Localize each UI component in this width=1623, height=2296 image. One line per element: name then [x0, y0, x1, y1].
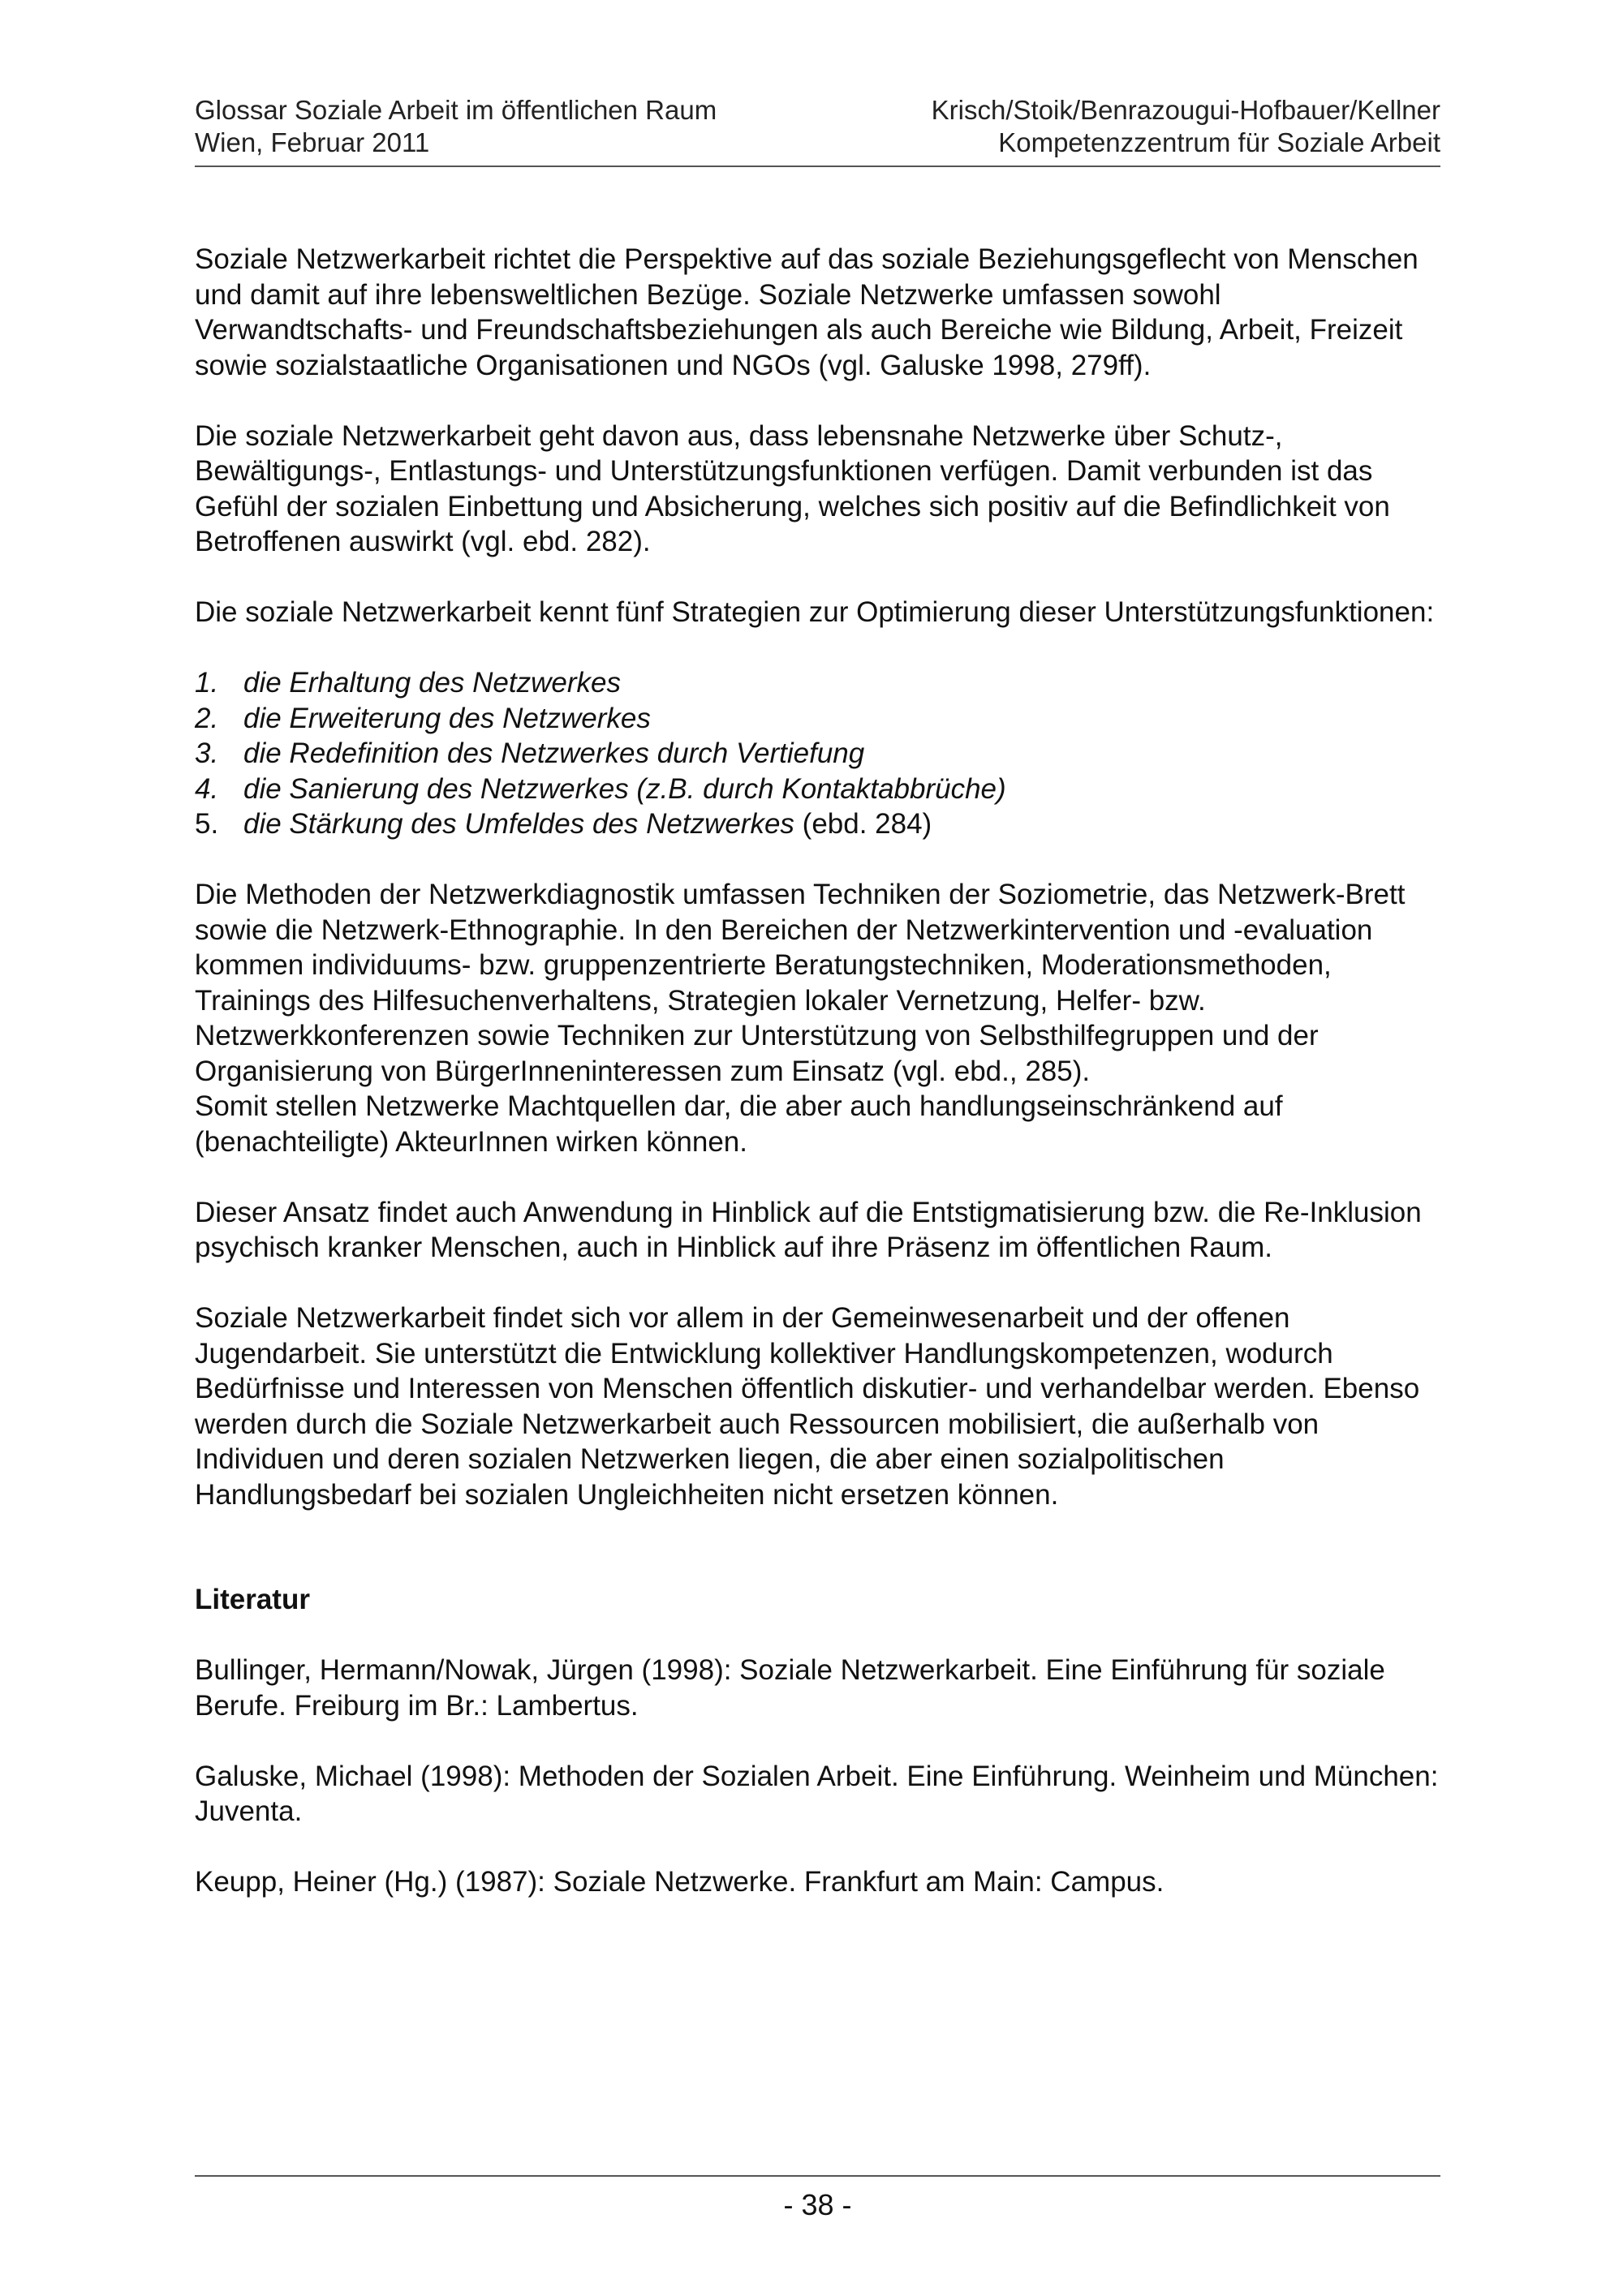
list-item-number: 5. [195, 808, 219, 840]
list-item-number: 3. [195, 737, 219, 769]
reference-list [195, 1653, 1440, 1900]
paragraph-methods: Die Methoden der Netzwerkdiagnostik umfassen Techniken der Soziometrie, das Netzwerk-Brett sowie die Netzwerk-Ethnographie. In den Bereichen der Netzwerkintervention und -evaluation kommen individuums- bzw. gruppenzentrierte Beratungstechniken, Moderationsmethoden, Trainings des Hilfesuchenverhaltens, Strategien lokaler Vernetzung, Helfer- bzw. Netzwerkkonferenzen sowie Techniken zur Unterstützung von Selbsthilfegruppen und der Organisierung von BürgerInneninteressen zum Einsatz (vgl. ebd., 285). [195, 879, 1406, 1087]
list-item [195, 701, 1440, 737]
paragraph-strategies-intro: Die soziale Netzwerkarbeit kennt fünf Strategien zur Optimierung dieser Unterstützungsfunktionen: [195, 596, 1435, 628]
page-content [195, 242, 1440, 1935]
list-item-number: 4. [195, 772, 219, 805]
paragraph-assumptions: Die soziale Netzwerkarbeit geht davon aus, dass lebensnahe Netzwerke über Schutz-, Bewältigungs-, Entlastungs- und Unterstützungsfunktionen verfügen. Damit verbunden ist das Gefühl der sozialen Einbettung und Absicherung, welches sich positiv auf die Befindlichkeit von Betroffenen auswirkt (vgl. ebd. 282). [195, 419, 1390, 557]
list-item-text: die Erweiterung des Netzwerkes [243, 702, 651, 734]
page-number: - 38 - [783, 2188, 852, 2221]
paragraph-power-sources: Somit stellen Netzwerke Machtquellen dar, die aber auch handlungseinschränkend auf (benachteiligte) AkteurInnen wirken können. [195, 1090, 1283, 1158]
header-right [932, 94, 1440, 159]
list-item-text: die Redefinition des Netzwerkes durch Vertiefung [243, 737, 865, 769]
list-item [195, 806, 1440, 842]
list-item [195, 736, 1440, 772]
paragraph-destigmatization: Dieser Ansatz findet auch Anwendung in Hinblick auf die Entstigmatisierung bzw. die Re-Inklusion psychisch kranker Menschen, auch in Hinblick auf ihre Präsenz im öffentlichen Raum. [195, 1196, 1422, 1263]
literature-heading: Literatur [195, 1584, 310, 1615]
list-item-text: die Erhaltung des Netzwerkes [243, 667, 621, 699]
paragraph-intro: Soziale Netzwerkarbeit richtet die Perspektive auf das soziale Beziehungsgeflecht von Menschen und damit auf ihre lebensweltlichen Bezüge. Soziale Netzwerke umfassen sowohl Verwandtschafts- und Freundschaftsbeziehungen als auch Bereiche wie Bildung, Arbeit, Freizeit sowie sozialstaatliche Organisationen und NGOs (vgl. Galuske 1998, 279ff). [195, 243, 1419, 381]
page-footer [195, 2175, 1440, 2222]
strategies-list [195, 665, 1440, 842]
reference-entry: Galuske, Michael (1998): Methoden der Sozialen Arbeit. Eine Einführung. Weinheim und München: Juventa. [195, 1760, 1439, 1827]
list-item-number: 2. [195, 702, 219, 734]
reference-entry: Bullinger, Hermann/Nowak, Jürgen (1998): Soziale Netzwerkarbeit. Eine Einführung für soziale Berufe. Freiburg im Br.: Lambertus. [195, 1654, 1385, 1722]
list-item-text: die Stärkung des Umfeldes des Netzwerkes [243, 808, 794, 840]
list-item [195, 665, 1440, 701]
page-header [195, 94, 1440, 167]
header-left [195, 94, 717, 159]
reference-entry: Keupp, Heiner (Hg.) (1987): Soziale Netzwerke. Frankfurt am Main: Campus. [195, 1866, 1165, 1898]
header-authors: Krisch/Stoik/Benrazougui-Hofbauer/Kellner [931, 95, 1440, 125]
header-date: Wien, Februar 2011 [195, 127, 430, 157]
list-item-text: die Sanierung des Netzwerkes (z.B. durch Kontaktabbrüche) [243, 772, 1006, 805]
list-item-number: 1. [195, 667, 219, 699]
header-organization: Kompetenzzentrum für Soziale Arbeit [998, 127, 1440, 157]
header-document-title: Glossar Soziale Arbeit im öffentlichen Raum [195, 95, 717, 125]
list-item-citation: (ebd. 284) [794, 808, 932, 840]
paragraph-community-work: Soziale Netzwerkarbeit findet sich vor allem in der Gemeinwesenarbeit und der offenen Jugendarbeit. Sie unterstützt die Entwicklung kollektiver Handlungskompetenzen, wodurch Bedürfnisse und Interessen von Menschen öffentlich diskutier- und verhandelbar werden. Ebenso werden durch die Soziale Netzwerkarbeit auch Ressourcen mobilisiert, die außerhalb von Individuen und deren sozialen Netzwerken liegen, die aber einen sozialpolitischen Handlungsbedarf bei sozialen Ungleichheiten nicht ersetzen können. [195, 1302, 1420, 1511]
list-item [195, 772, 1440, 807]
